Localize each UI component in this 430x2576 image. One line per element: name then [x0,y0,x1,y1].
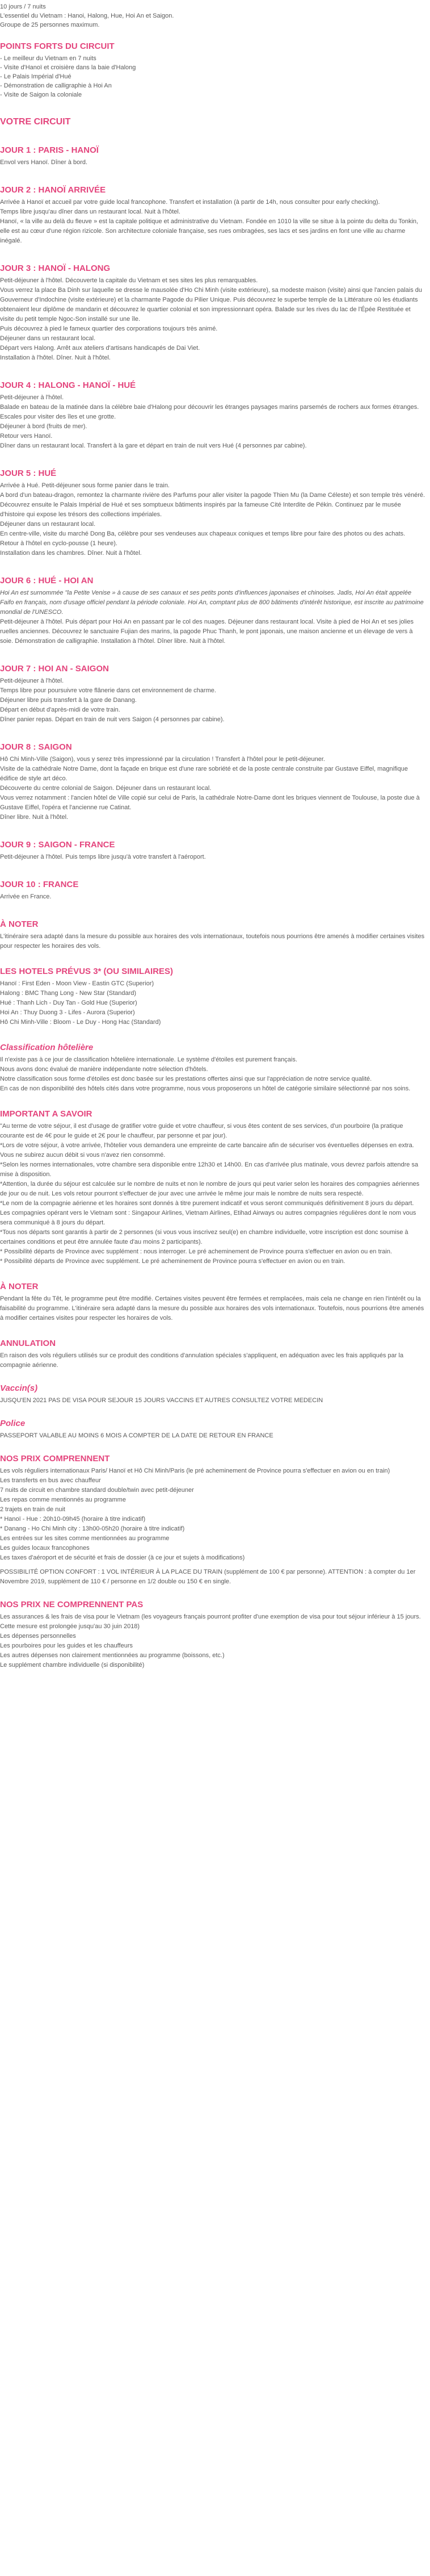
list-item: - Démonstration de calligraphie à Hoi An [0,82,112,89]
section-text: Les assurances & les frais de visa pour le Vietnam (les voyageurs français pourront profiter d'une exemption de visa pour tout séjour inférieur à 15 jours. Cette mesure est prolongée jusqu'au 30 juin 2018) [0,1613,421,1630]
day-text: A bord d'un bateau-dragon, remontez la charmante rivière des Parfums pour aller visiter la pagode Thien Mu (la Dame Céleste) et son temple très vénéré. [0,492,425,499]
section-text: Les dépenses personnelles [0,1633,76,1640]
day-text: Hanoï, « la ville au delà du fleuve » est la capitale politique et administrative du Vietnam. Fondée en 1010 la ville se situe à la pointe du delta du Tonkin, elle est au cœur d'une région rizicole. Son architecture coloniale française, ses rues ombragées, ses lacs et ses jardins en font une ville au charme inégalé. [0,218,419,244]
day-section [0,575,425,646]
a-noter-section [0,919,425,951]
day-title: JOUR 4 : HALONG - HANOÏ - HUÉ [0,380,136,390]
annulation-section [0,1338,425,1370]
day-section [0,185,425,246]
section-text: * Possibilité départs de Province avec supplément. Le pré acheminement de Province pourra s'effectuer en avion ou en train. [0,1258,345,1265]
day-text: Départ en début d'après-midi de votre train. [0,706,120,713]
prix-comprennent-section [0,1453,425,1587]
day-text: Visite de la cathédrale Notre Dame, dont la façade en brique est d'une rare sobriété et de la poste centrale construite par Gustave Eiffel, magnifique édifice de style art déco. [0,766,408,782]
day-section [0,468,425,558]
classification-section [0,1042,425,1094]
days-container [0,145,425,902]
spacer [0,1563,425,1567]
section-text: 7 nuits de circuit en chambre standard double/twin avec petit-déjeuner [0,1487,194,1494]
day-text: Déjeuner libre puis transfert à la gare de Danang. [0,697,137,704]
intro [0,2,425,30]
day-section [0,839,425,862]
list-item: Hanoï : First Eden - Moon View - Eastin GTC (Superior) [0,980,154,987]
section-text: *Attention, la durée du séjour est calculée sur le nombre de nuits et non le nombre de jours qui peut varier selon les horaires des compagnies aériennes de jour ou de nuit. Les vols retour pourront s'effectuer de jour avec une arrivée le même jour mais le nombre de nuits sera respecté. [0,1181,420,1197]
list-item: Hoi An : Thuy Duong 3 - Lifes - Aurora (Superior) [0,1009,135,1016]
section-text: *Lors de votre séjour, à votre arrivée, l'hôtelier vous demandera une empreinte de carte bancaire afin de sécuriser vos éventuelles dépenses en extra. Vous ne subirez aucun débit si vous n'avez rien consommé. [0,1142,414,1159]
day-text: Déjeuner dans un restaurant local. [0,521,96,528]
section-title: IMPORTANT A SAVOIR [0,1109,92,1119]
day-text: Balade en bateau de la matinée dans la célèbre baie d'Halong pour découvrir les étranges paysages marins parsemés de rochers aux formes étranges. [0,404,419,411]
section-text: Pendant la fête du Têt, le programme peut être modifié. Certaines visites peuvent être fermées et remplacées, mais cela ne change en rien l'intérêt ou la faisabilité du programme. L'itinéraire sera adapté dans la mesure du possible aux horaires des vols internationaux. Toutefois, nous pourrions être amenés à modifier certaines visites pour respecter les horaires de vols. [0,1295,424,1322]
day-text: Hô Chi Minh-Ville (Saigon), vous y serez très impressionné par la circulation ! Transfert à l'hôtel pour le petit-déjeuner. [0,756,325,763]
day-text: En centre-ville, visite du marché Dong Ba, célèbre pour ses vendeuses aux chapeaux coniques et temps libre pour faire des photos ou des achats. [0,530,406,537]
day-section [0,145,425,168]
list-item: - Visite d'Hanoï et croisière dans la baie d'Halong [0,64,136,71]
day-text: Puis découvrez à pied le fameux quartier des corporations toujours très animé. [0,325,218,332]
intro-group: Groupe de 25 personnes maximum. [0,22,100,28]
section-text: PASSEPORT VALABLE AU MOINS 6 MOIS A COMPTER DE LA DATE DE RETOUR EN FRANCE [0,1432,273,1439]
section-title: Vaccin(s) [0,1383,38,1393]
points-forts-section [0,41,425,99]
section-text: Les taxes d'aéroport et de sécurité et frais de dossier (à ce jour et sujets à modifications) [0,1554,245,1561]
day-text: Vous verrez notamment : l'ancien hôtel de Ville copié sur celui de Paris, la cathédrale Notre-Dame dont les briques viennent de Toulouse, la poste due à Gustave Eiffel, l'opéra et l'ancienne rue Catinat. [0,794,420,811]
section-text: Le supplément chambre individuelle (si disponibilité) [0,1662,145,1668]
list-item: Halong : BMC Thang Long - New Star (Standard) [0,990,137,997]
section-text: * Possibilité départs de Province avec supplément : nous interroger. Le pré acheminement de Province pourra s'effectuer en avion ou en train. [0,1248,393,1255]
day-text: Découverte du centre colonial de Saigon. Déjeuner dans un restaurant local. [0,785,212,792]
day-text: Dîner libre. Nuit à l'hôtel. [0,814,69,821]
section-text: *Selon les normes internationales, votre chambre sera disponible entre 12h30 et 14h00. En cas d'arrivée plus matinale, vous devrez parfois attendre sa mise à disposition. [0,1161,419,1178]
section-text: JUSQU'EN 2021 PAS DE VISA POUR SEJOUR 15 JOURS VACCINS ET AUTRES CONSULTEZ VOTRE MEDECIN [0,1397,323,1404]
day-text: Petit-déjeuner à l'hôtel. [0,678,64,684]
info-sections [0,919,425,1670]
day-text: Arrivée à Hanoï et accueil par votre guide local francophone. Transfert et installation (à partir de 14h, nous consulter pour early checking). [0,199,380,206]
section-text: Les entrées sur les sites comme mentionnées au programme [0,1535,170,1542]
day-text: Installation dans les chambres. Dîner. Nuit à l'hôtel. [0,550,142,557]
day-title: JOUR 7 : HOI AN - SAIGON [0,664,109,674]
day-text: Petit-déjeuner à l'hôtel. Découverte la capitale du Vietnam et ses sites les plus remarquables. [0,277,258,284]
day-title: JOUR 1 : PARIS - HANOÏ [0,145,99,155]
section-title: NOS PRIX COMPRENNENT [0,1454,110,1463]
police-section [0,1418,425,1441]
points-forts-list [0,54,425,99]
section-title: Classification hôtelière [0,1043,94,1052]
day-text: Envol vers Hanoï. Dîner à bord. [0,159,88,166]
day-title: JOUR 9 : SAIGON - FRANCE [0,840,115,850]
section-title: ANNULATION [0,1339,56,1348]
section-text: Les repas comme mentionnés au programme [0,1496,126,1503]
day-text: Petit-déjeuner à l'hôtel. Puis départ pour Hoi An en passant par le col des nuages. Déjeuner dans restaurant local. Visite à pied de Hoi An et ses jolies ruelles anciennes. Découvrez le sanctuaire Fujian des marins, la pagode Phuc Thanh, le pont japonais, une maison ancienne et un élevage de vers à soie. Démonstration de calligraphie. Installation à l'hôtel. Dîner libre. Nuit à l'hôtel. [0,618,414,645]
list-item: - Le meilleur du Vietnam en 7 nuits [0,55,96,62]
day-text: Temps libre pour poursuivre votre flânerie dans cet environnement de charme. [0,687,216,694]
day-title: JOUR 6 : HUÉ - HOI AN [0,576,94,586]
list-item: - Le Palais Impérial d'Hué [0,73,71,80]
day-title: JOUR 8 : SAIGON [0,742,72,752]
section-text: POSSIBILITÉ OPTION CONFORT : 1 VOL INTÉRIEUR À LA PLACE DU TRAIN (supplément de 100 € par personne). ATTENTION : à compter du 1er Novembre 2019, supplément de 110 € / personne en 1/2 double ou 150 € en single. [0,1569,416,1585]
day-text: Escales pour visiter des îles et une grotte. [0,413,116,420]
section-text: 2 trajets en train de nuit [0,1506,65,1513]
section-text: Il n'existe pas à ce jour de classification hôtelière internationale. Le système d'étoiles est purement français. [0,1056,297,1063]
day-text: Installation à l'hôtel. Dîner. Nuit à l'hôtel. [0,354,111,361]
hotels-section [0,966,425,1027]
day-title: JOUR 2 : HANOÏ ARRIVÉE [0,185,106,195]
section-text: * Danang - Ho Chi Minh city : 13h00-05h20 (horaire à titre indicatif) [0,1525,185,1532]
day-section [0,663,425,725]
day-text: Retour vers Hanoï. [0,433,53,440]
important-section [0,1109,425,1266]
section-title: À NOTER [0,1282,39,1291]
section-title: À NOTER [0,919,39,929]
day-text: Déjeuner à bord (fruits de mer). [0,423,87,430]
day-text: Temps libre jusqu'au dîner dans un restaurant local. Nuit à l'hôtel. [0,208,180,215]
day-title: JOUR 3 : HANOÏ - HALONG [0,264,111,273]
circuit-title: VOTRE CIRCUIT [0,117,71,127]
day-text: Dîner panier repas. Départ en train de nuit vers Saigon (4 personnes par cabine). [0,716,225,723]
day-text: Arrivée en France. [0,893,52,900]
day-text: Hoi An est surnommée "la Petite Venise » à cause de ses canaux et ses petits ponts d'influences japonaises et chinoises. Jadis, Hoi An était appelée Faifo en français, nom d'usage officiel pendant la période coloniale. Hoi An, comptant plus de 800 bâtiments d'intérêt historique, est inscrite au patrimoine mondial de l'UNESCO. [0,589,424,616]
section-title: NOS PRIX NE COMPRENNENT PAS [0,1600,144,1609]
day-section [0,742,425,822]
day-section [0,263,425,363]
section-text: L'itinéraire sera adapté dans la mesure du possible aux horaires des vols internationaux, toutefois nous pourrions être amenés à modifier certaines visites pour respecter les horaires des vols. [0,933,425,950]
intro-summary: L'essentiel du Vietnam : Hanoi, Halong, Hue, Hoi An et Saigon. [0,12,174,19]
section-text: Notre classification sous forme d'étoiles est donc basée sur les prestations offertes ainsi que sur l'appréciation de notre service qualité. [0,1076,372,1082]
section-text: Les transferts en bus avec chauffeur [0,1477,101,1484]
section-text: En raison des vols réguliers utilisés sur ce produit des conditions d'annulation spéciales s'appliquent, en adéquation avec les frais appliqués par la compagnie aérienne. [0,1352,404,1369]
list-item: Hô Chi Minh-Ville : Bloom - Le Duy - Hong Hac (Standard) [0,1019,161,1026]
day-text: Dîner dans un restaurant local. Transfert à la gare et départ en train de nuit vers Hué (4 personnes par cabine). [0,442,307,449]
day-text: Déjeuner dans un restaurant local. [0,335,96,342]
day-title: JOUR 10 : FRANCE [0,880,79,889]
day-text: Arrivée à Hué. Petit-déjeuner sous forme panier dans le train. [0,482,170,489]
day-text: Découvrez ensuite le Palais Impérial de Hué et ses somptueux bâtiments inspirés par la fameuse Cité Interdite de Pékin. Continuez par le musée d'histoire qui expose les trésors des collections impériales. [0,501,401,518]
section-text: Les guides locaux francophones [0,1545,90,1552]
section-text: * Hanoï - Hue : 20h10-09h45 (horaire à titre indicatif) [0,1516,146,1523]
a-noter-2-section [0,1281,425,1323]
section-text: Les vols réguliers internationaux Paris/ Hanoï et Hô Chi Minh/Paris (le pré acheminement de Province pourra s'effectuer en avion ou en train) [0,1467,390,1474]
section-text: *Tous nos départs sont garantis à partir de 2 personnes (si vous vous inscrivez seul(e) en chambre individuelle, votre inscription est donc soumise à certaines conditions et peut être annulée faute d'au moins 2 participants). [0,1229,408,1245]
list-item: - Visite de Saigon la coloniale [0,91,82,98]
day-title: JOUR 5 : HUÉ [0,469,57,478]
section-title: Police [0,1419,26,1428]
vaccins-section [0,1383,425,1406]
list-item: Hué : Thanh Lich - Duy Tan - Gold Hue (Superior) [0,1000,137,1006]
day-text: Petit-déjeuner à l'hôtel. Puis temps libre jusqu'à votre transfert à l'aéroport. [0,854,206,860]
day-text: Retour à l'hôtel en cyclo-pousse (1 heure). [0,540,117,547]
section-text: Les autres dépenses non clairement mentionnées au programme (boissons, etc.) [0,1652,225,1659]
section-text: Les pourboires pour les guides et les chauffeurs [0,1642,133,1649]
day-text: Départ vers Halong. Arrêt aux ateliers d'artisans handicapés de Dai Viet. [0,345,200,352]
section-title: LES HOTELS PRÉVUS 3* (OU SIMILAIRES) [0,967,174,976]
section-text: *Le nom de la compagnie aérienne et les horaires sont donnés à titre purement indicatif et vous seront communiqués définitivement 8 jours du départ. Les compagnies opérant vers le Vietnam sont : Singapour Airlines, Vietnam Airlines, Etihad Airways ou autres compagnies régulières dont le nom vous sera communiqué à 8 jours du départ. [0,1200,416,1226]
points-forts-title: POINTS FORTS DU CIRCUIT [0,41,115,51]
section-text: Nous avons donc évalué de manière indépendante notre sélection d'hôtels. [0,1066,208,1073]
section-text: En cas de non disponibilité des hôtels cités dans votre programme, nous vous proposerons un hôtel de catégorie similaire sélectionné par nos soins. [0,1085,411,1092]
day-section [0,879,425,902]
day-section [0,380,425,451]
day-text: Petit-déjeuner à l'hôtel. [0,394,64,401]
day-text: Vous verrez la place Ba Dinh sur laquelle se dresse le mausolée d'Ho Chi Minh (visite extérieure), sa modeste maison (visite) ainsi que l'ancien palais du Gouverneur d'Indochine (visite extérieure) et la charmante Pagode du Pilier Unique. Puis découvrez le superbe temple de la Littérature où les étudiants obtenaient leur diplôme de mandarin et découvrez le quartier colonial et son impressionnant opéra. Balade sur les rives du lac de l'Épée Restituée et visite du petit temple Ngoc-Son installé sur une île. [0,287,423,323]
section-text: "Au terme de votre séjour, il est d'usage de gratifier votre guide et votre chauffeur, si vous êtes content de ses services, d'un pourboire (la pratique courante est de 4€ pour le guide et 2€ pour le chauffeur, par personne et par jour). [0,1123,403,1139]
prix-ne-comprennent-section [0,1599,425,1670]
intro-duration: 10 jours / 7 nuits [0,3,46,10]
